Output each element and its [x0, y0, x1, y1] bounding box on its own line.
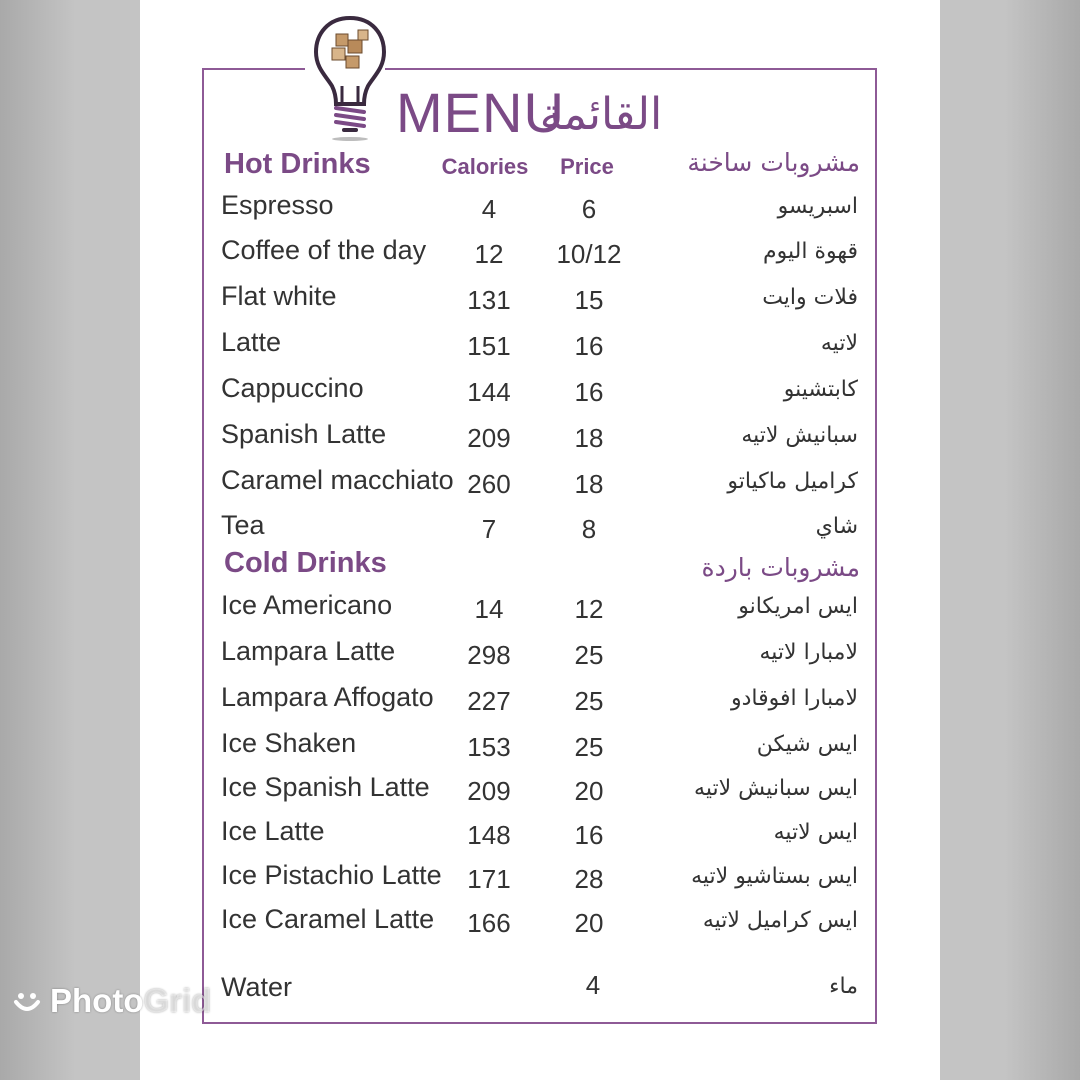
- menu-item-calories: 153: [467, 732, 511, 762]
- menu-item-price: 15: [574, 285, 604, 315]
- menu-item-name: Ice Pistachio Latte: [221, 860, 442, 890]
- menu-item-name: Flat white: [221, 281, 337, 311]
- menu-title-en: MENU: [396, 81, 565, 144]
- cold-drinks-heading-ar: مشروبات باردة: [701, 553, 860, 582]
- menu-item-name: Ice Spanish Latte: [221, 772, 430, 802]
- menu-item-name: Caramel macchiato: [221, 465, 454, 495]
- menu-item-calories: 166: [467, 908, 511, 938]
- menu-item-name-ar: لاتيه: [820, 331, 858, 356]
- price-header: Price: [560, 154, 614, 179]
- menu-item-name-ar: لامبارا افوقادو: [730, 686, 858, 711]
- menu-item-name-ar: قهوة اليوم: [763, 239, 858, 264]
- menu-item-name-ar: ايس بستاشيو لاتيه: [691, 864, 858, 889]
- menu-item-calories: 209: [467, 423, 511, 453]
- menu-item-name-ar: ايس سبانيش لاتيه: [694, 776, 858, 801]
- menu-item-price: 10/12: [556, 239, 622, 269]
- menu-item-calories: 260: [467, 469, 511, 499]
- menu-item-calories: 209: [467, 776, 511, 806]
- menu-item-price: 25: [574, 640, 604, 670]
- water-name-ar: ماء: [829, 974, 858, 999]
- menu-item-name: Lampara Latte: [221, 636, 396, 666]
- menu-item-price: 28: [574, 864, 604, 894]
- menu-item-price: 16: [574, 331, 604, 361]
- menu-item-price: 20: [574, 776, 604, 806]
- menu-item-price: 25: [574, 686, 604, 716]
- menu-item-price: 25: [574, 732, 604, 762]
- menu-item-name-ar: لامبارا لاتيه: [759, 640, 858, 665]
- menu-item-name-ar: اسبريسو: [777, 194, 858, 219]
- menu-item-name: Spanish Latte: [221, 419, 387, 449]
- photogrid-watermark: [12, 982, 211, 1020]
- menu-item-price: 16: [574, 820, 604, 850]
- menu-item-calories: 131: [467, 285, 511, 315]
- cold-drinks-heading: Cold Drinks: [224, 547, 387, 579]
- menu-item-name: Coffee of the day: [221, 235, 427, 265]
- menu-item-calories: 12: [474, 239, 504, 269]
- menu-item-calories: 298: [467, 640, 511, 670]
- menu-item-name-ar: سبانيش لاتيه: [741, 423, 858, 448]
- light-bulb-icon: [310, 12, 390, 142]
- menu-item-name: Espresso: [221, 190, 334, 220]
- menu-item-name: Ice Latte: [221, 816, 325, 846]
- menu-item-calories: 7: [481, 514, 497, 544]
- menu-item-calories: 227: [467, 686, 511, 716]
- hot-drinks-heading-ar: مشروبات ساخنة: [687, 148, 860, 177]
- menu-item-calories: 151: [467, 331, 511, 361]
- menu-item-calories: 14: [474, 594, 504, 624]
- menu-item-price: 12: [574, 594, 604, 624]
- menu-item-price: 6: [581, 194, 597, 224]
- menu-item-price: 18: [574, 423, 604, 453]
- menu-item-name: Ice Caramel Latte: [221, 904, 435, 934]
- menu-item-name-ar: شاي: [815, 514, 858, 539]
- menu-item-name-ar: ايس لاتيه: [773, 820, 858, 845]
- menu-item-calories: 144: [467, 377, 511, 407]
- menu-item-name: Latte: [221, 327, 282, 357]
- menu-item-name-ar: كراميل ماكياتو: [727, 469, 858, 494]
- menu-item-name-ar: ايس امريكانو: [738, 594, 858, 619]
- water-name: Water: [221, 972, 293, 1002]
- menu-item-calories: 171: [467, 864, 511, 894]
- calories-header: Calories: [441, 154, 529, 179]
- menu-item-name-ar: فلات وايت: [762, 285, 858, 310]
- menu-item-name: Ice Americano: [221, 590, 393, 620]
- menu-item-name: Lampara Affogato: [221, 682, 434, 712]
- watermark-brand-a: Photo: [50, 982, 144, 1019]
- hot-drinks-heading: Hot Drinks: [224, 148, 371, 180]
- menu-item-name-ar: كابتشينو: [783, 377, 858, 402]
- menu-item-name: Tea: [221, 510, 265, 540]
- menu-title-ar: القائمة: [539, 89, 663, 140]
- menu-item-price: 18: [574, 469, 604, 499]
- menu-item-calories: 4: [481, 194, 497, 224]
- water-price: 4: [585, 970, 601, 1000]
- menu-item-name: Ice Shaken: [221, 728, 357, 758]
- menu-item-price: 8: [581, 514, 597, 544]
- menu-item-price: 20: [574, 908, 604, 938]
- watermark-brand-b: Grid: [143, 982, 212, 1019]
- menu-item-price: 16: [574, 377, 604, 407]
- menu-item-name-ar: ايس شيكن: [756, 732, 858, 757]
- menu-item-calories: 148: [467, 820, 511, 850]
- photogrid-smile-icon: [12, 986, 42, 1016]
- menu-item-name-ar: ايس كراميل لاتيه: [702, 908, 858, 933]
- menu-item-name: Cappuccino: [221, 373, 364, 403]
